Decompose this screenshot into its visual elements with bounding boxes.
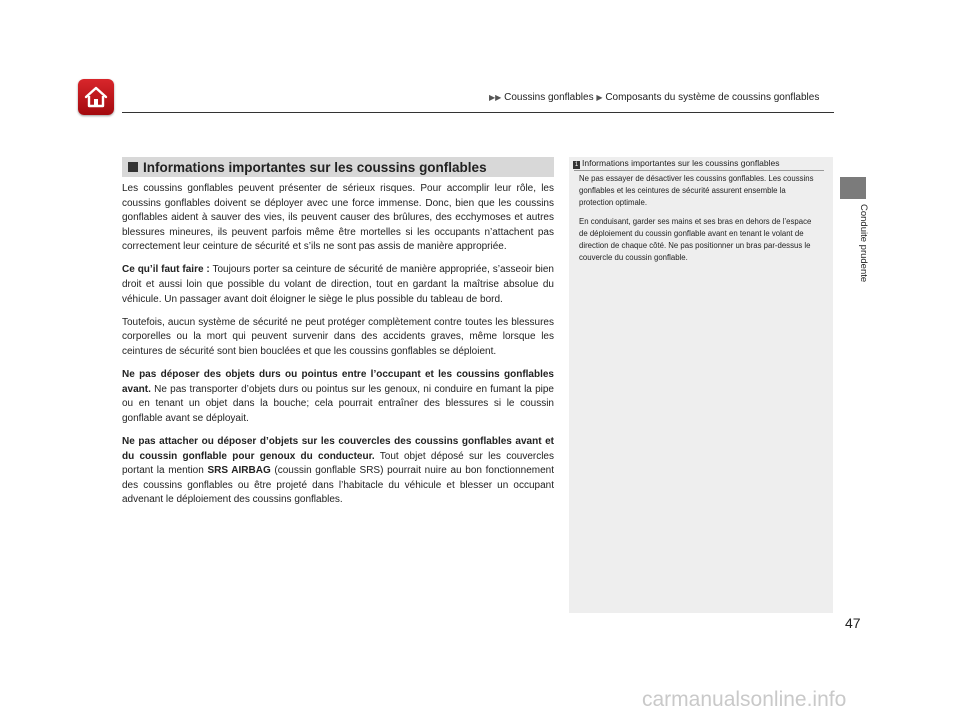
double-arrow-icon: ▶▶ [489,93,502,102]
paragraph: Ne pas déposer des objets durs ou pointus entre l’occupant et les coussins gonflables avant. Ne pas transporter d’objets durs ou pointus sur les genoux, ni conduire en fumant la pipe ou en tenant un objet dans la bouche; cela pourrait entraîner des blessures si le coussin gonflable avant se déployait. [122,369,554,424]
paragraph-lead: Ne pas déposer des objets durs ou pointus entre l’occupant et les coussins gonflables avant. [122,369,554,395]
breadcrumb [489,92,819,103]
sidebar-divider [574,170,824,171]
section-title: Informations importantes sur les coussins gonflables [143,159,487,175]
sidebar-paragraph: En conduisant, garder ses mains et ses bras en dehors de l’espace de déploiement du coussin gonflable avant en tenant le volant de direction de chaque côté. Ne pas positionner un bras par-dessus le couvercle du coussin gonflable. [579,217,812,262]
sidebar-paragraph: Ne pas essayer de désactiver les coussins gonflables. Les coussins gonflables et les ceintures de sécurité assurent ensemble la protection optimale. [579,174,814,207]
header-divider [122,112,834,113]
paragraph: Toutefois, aucun système de sécurité ne peut protéger complètement contre toutes les blessures corporelles ou la mort qui peuvent survenir dans des accidents graves, même lorsque les ceintures de sécurité sont bien bouclées et que les coussins gonflables se déploient. [122,316,554,357]
watermark: carmanualsonline.info [642,688,847,711]
sidebar-note-title: 1 Informations importantes sur les coussins gonflables [574,158,780,168]
breadcrumb-item-components[interactable]: Composants du système de coussins gonflables [605,92,820,103]
paragraph: Ce qu’il faut faire : Toujours porter sa ceinture de sécurité de manière appropriée, s’asseoir bien droit et aussi loin que possible du volant de direction, tout en gardant la maîtrise absolue du véhicule. Un passager avant doit éloigner le siège le plus possible du tableau de bord. [122,264,554,305]
paragraph: Ne pas attacher ou déposer d’objets sur les couvercles des coussins gonflables avant et du coussin gonflable pour genoux du conducteur. Tout objet déposé sur les couvercles portant la mention SRS AIRBAG (coussin gonflable SRS) pourrait nuire au bon fonctionnement des coussins gonflables ou être projeté dans l’habitacle du véhicule et blesser un occupant advenant le déploiement des coussins gonflables. [122,435,555,506]
page-number: 47 [845,615,861,631]
srs-airbag-label: SRS AIRBAG [207,465,271,477]
home-button[interactable] [78,79,114,115]
sidebar-note-body [579,173,819,272]
main-body [122,182,554,516]
paragraph: Les coussins gonflables peuvent présenter de sérieux risques. Pour accomplir leur rôle, les coussins gonflables doivent se déployer avec une force immense. Donc, bien que les coussins gonflables aident à sauver des vies, ils peuvent causer des brûlures, des ecchymoses et autres blessures mineures, ils peuvent parfois même être mortelles si les occupants n’attachent pas correctement leur ceinture de sécurité et s’ils ne sont pas assis de manière appropriée. [122,183,554,253]
square-bullet-icon [128,162,138,172]
chapter-label: Conduite prudente [858,204,869,283]
paragraph-lead: Ce qu’il faut faire : [122,264,210,276]
section-header [122,157,554,177]
home-icon [83,85,109,109]
paragraph-lead: Ne pas attacher ou déposer d’objets sur les couvercles des coussins gonflables avant et du coussin gonflable pour genoux du conducteur. [122,435,554,462]
breadcrumb-item-airbags[interactable]: Coussins gonflables [504,92,594,103]
note-number-badge: 1 [574,162,579,168]
arrow-icon: ▶ [596,93,603,102]
chapter-tab[interactable] [840,177,866,199]
